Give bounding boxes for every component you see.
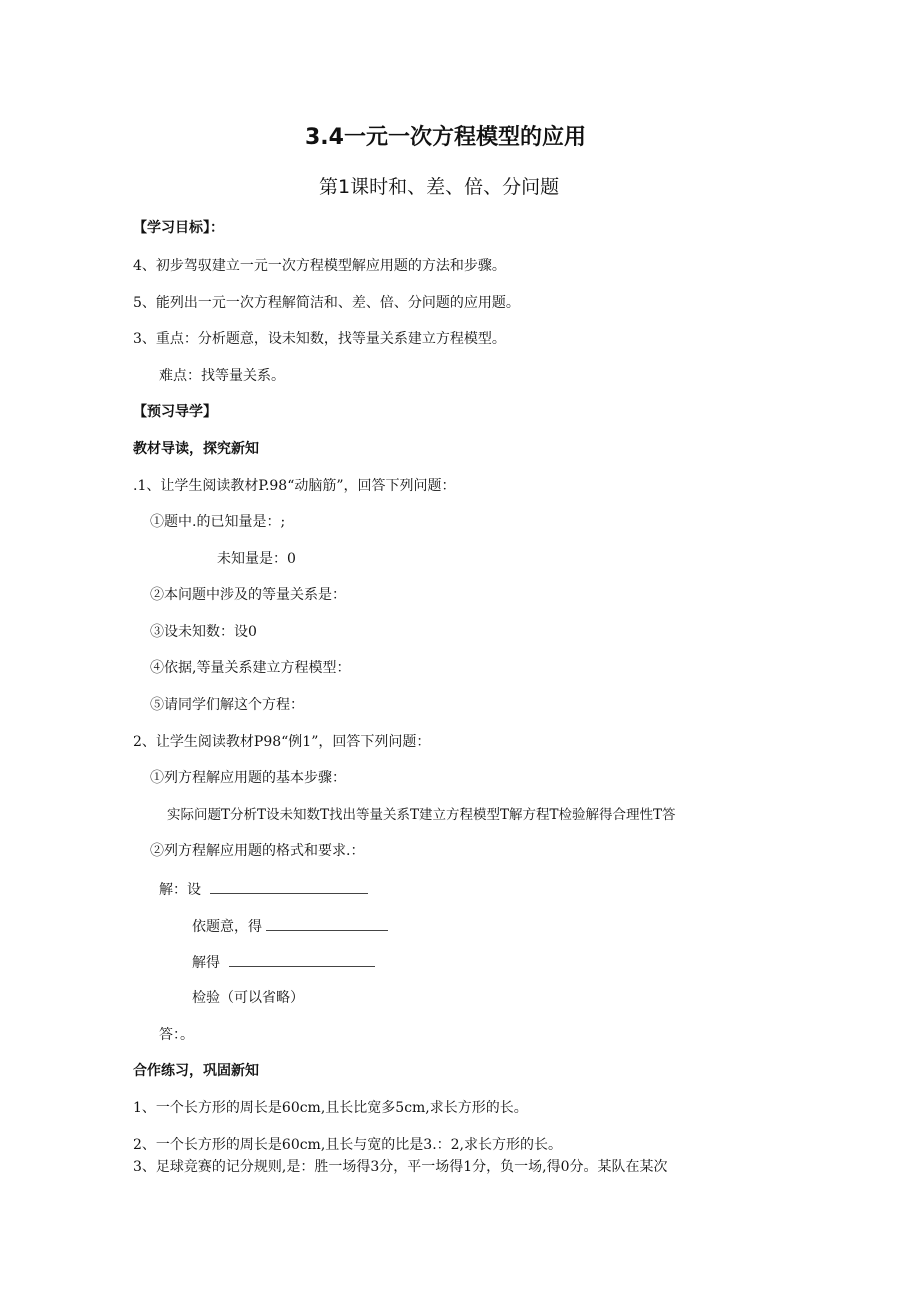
practice-heading: 合作练习，巩固新知 (133, 1063, 259, 1079)
steps-chain: 实际问题T分析T设未知数T找出等量关系T建立方程模型T解方程T检验解得合理性T答 (167, 807, 676, 823)
difficulty-note: 难点：找等量关系。 (159, 368, 285, 384)
question-1-item: 未知量是：0 (217, 551, 296, 567)
page-title: 3.4一元一次方程模型的应用 (305, 125, 586, 150)
objective-item: 5、能列出一元一次方程解简洁和、差、倍、分问题的应用题。 (133, 295, 520, 311)
solution-blank-line (229, 952, 375, 967)
practice-item: 3、足球竞赛的记分规则,是：胜一场得3分，平一场得1分，负一场,得0分。某队在某次 (133, 1159, 668, 1175)
format-equation-line (192, 916, 388, 936)
format-solve-line (159, 879, 368, 899)
question-1-item: ④依据,等量关系建立方程模型： (150, 660, 351, 676)
question-2-item: ①列方程解应用题的基本步骤： (150, 770, 346, 786)
objectives-heading: 【学习目标】： (133, 220, 224, 236)
preview-heading: 【预习导学】 (133, 404, 217, 420)
practice-item: 2、一个长方形的周长是60cm,且长与宽的比是3.：2,求长方形的长。 (133, 1137, 563, 1153)
objective-item: 4、初步驾驭建立一元一次方程模型解应用题的方法和步骤。 (133, 258, 506, 274)
page-subtitle: 第1课时和、差、倍、分问题 (319, 176, 560, 198)
practice-item: 1、一个长方形的周长是60cm,且长比宽多5cm,求长方形的长。 (133, 1100, 528, 1116)
equation-blank-line (266, 916, 388, 931)
question-1-item: ①题中.的已知量是：; (150, 514, 286, 530)
format-answer: 答：。 (159, 1027, 194, 1043)
format-solution-line (192, 952, 375, 972)
format-solve-label: 解：设 (159, 882, 201, 898)
question-2: 2、让学生阅读教材P98“例1”，回答下列问题： (133, 734, 431, 750)
solve-blank-line (210, 879, 368, 894)
question-1-item: ②本问题中涉及的等量关系是： (150, 587, 346, 603)
format-equation-label: 依题意，得 (192, 919, 262, 935)
question-1: .1、让学生阅读教材P.98“动脑筋”，回答下列问题： (133, 478, 456, 494)
preview-subheading: 教材导读，探究新知 (133, 441, 259, 457)
format-check: 检验（可以省略） (192, 990, 304, 1006)
format-solution-label: 解得 (192, 955, 220, 971)
question-1-item: ③设未知数：设0 (150, 624, 257, 640)
question-1-item: ⑤请同学们解这个方程： (150, 697, 304, 713)
question-2-item: ②列方程解应用题的格式和要求.： (150, 843, 365, 859)
objective-item: 3、重点：分析题意，设未知数，找等量关系建立方程模型。 (133, 331, 506, 347)
